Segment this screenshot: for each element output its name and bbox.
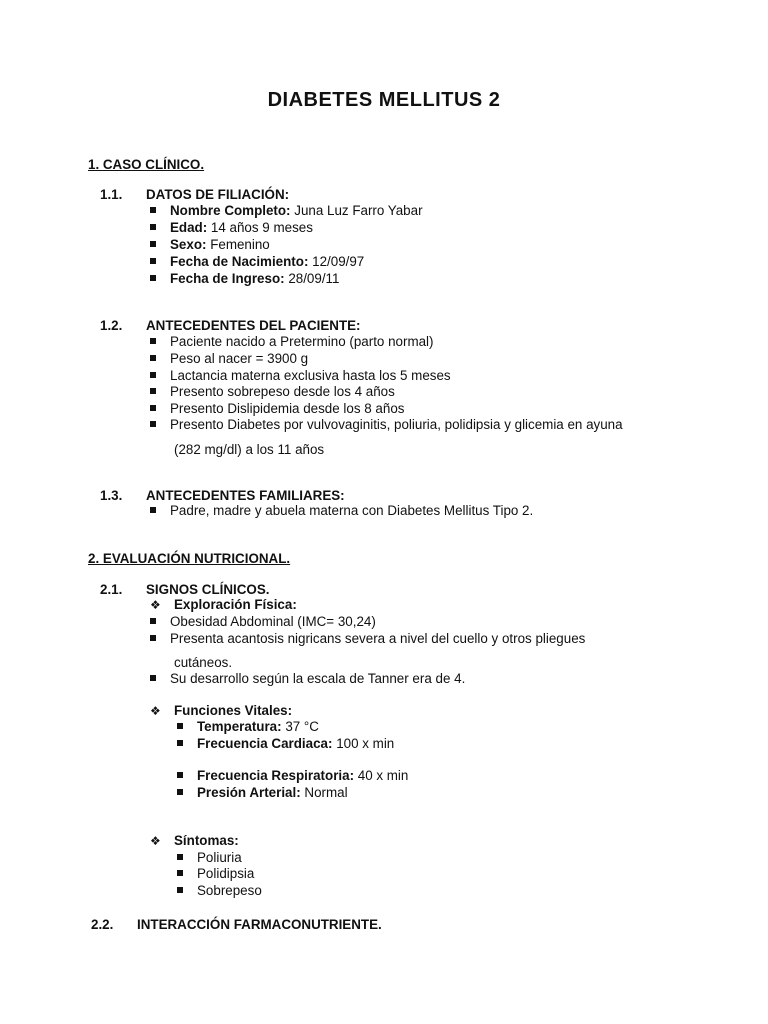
document-title: DIABETES MELLITUS 2	[267, 89, 501, 111]
square-bullet-icon	[150, 224, 156, 230]
list-item: Fecha de Ingreso: 28/09/11	[150, 271, 339, 286]
square-bullet-icon	[177, 870, 183, 876]
square-bullet-icon	[177, 854, 183, 860]
subsection-number: 2.1.	[100, 582, 123, 597]
subsection-title: ANTECEDENTES DEL PACIENTE:	[146, 318, 361, 333]
section-1-heading: 1. CASO CLÍNICO.	[88, 157, 205, 172]
diamond-bullet-icon: ❖	[150, 598, 161, 612]
square-bullet-icon	[150, 618, 156, 624]
list-item: Sobrepeso	[177, 883, 262, 898]
list-item-continuation: cutáneos.	[174, 655, 233, 670]
list-item: Nombre Completo: Juna Luz Farro Yabar	[150, 203, 423, 218]
square-bullet-icon	[150, 388, 156, 394]
subsection-2-1-heading	[100, 582, 270, 597]
list-item: Presento Diabetes por vulvovaginitis, poliuria, polidipsia y glicemia en ayuna	[150, 417, 623, 432]
list-item: Sexo: Femenino	[150, 237, 270, 252]
list-item: Lactancia materna exclusiva hasta los 5 meses	[150, 368, 451, 383]
square-bullet-icon	[150, 675, 156, 681]
exploracion-heading: ❖ Exploración Física:	[150, 597, 297, 612]
list-item: Paciente nacido a Pretermino (parto normal)	[150, 334, 433, 349]
sintomas-heading: ❖ Síntomas:	[150, 833, 239, 848]
square-bullet-icon	[150, 207, 156, 213]
square-bullet-icon	[150, 241, 156, 247]
subsection-title: ANTECEDENTES FAMILIARES:	[146, 488, 345, 503]
square-bullet-icon	[150, 405, 156, 411]
list-item: Peso al nacer = 3900 g	[150, 351, 308, 366]
square-bullet-icon	[177, 789, 183, 795]
square-bullet-icon	[150, 372, 156, 378]
subsection-title: INTERACCIÓN FARMACONUTRIENTE.	[137, 917, 382, 932]
list-item: Obesidad Abdominal (IMC= 30,24)	[150, 614, 376, 629]
square-bullet-icon	[150, 275, 156, 281]
subsection-1-3-heading	[100, 488, 345, 503]
square-bullet-icon	[150, 258, 156, 264]
square-bullet-icon	[177, 887, 183, 893]
list-item: Poliuria	[177, 850, 242, 865]
list-item: Polidipsia	[177, 866, 254, 881]
diamond-bullet-icon: ❖	[150, 704, 161, 718]
list-item: Padre, madre y abuela materna con Diabetes Mellitus Tipo 2.	[150, 503, 533, 518]
square-bullet-icon	[177, 723, 183, 729]
subsection-title: DATOS DE FILIACIÓN:	[146, 187, 290, 202]
subsection-1-1-heading	[100, 187, 289, 202]
funciones-vitales-heading: ❖ Funciones Vitales:	[150, 703, 293, 718]
square-bullet-icon	[150, 635, 156, 641]
list-item: Fecha de Nacimiento: 12/09/97	[150, 254, 364, 269]
subsection-title: SIGNOS CLÍNICOS.	[146, 582, 270, 597]
diamond-bullet-icon: ❖	[150, 834, 161, 848]
square-bullet-icon	[150, 338, 156, 344]
subsection-2-2-heading	[91, 917, 382, 932]
square-bullet-icon	[177, 772, 183, 778]
square-bullet-icon	[177, 740, 183, 746]
subsection-number: 2.2.	[91, 917, 114, 932]
section-2-heading: 2. EVALUACIÓN NUTRICIONAL.	[88, 551, 291, 566]
square-bullet-icon	[150, 421, 156, 427]
subsection-1-2-heading	[100, 318, 361, 333]
subsection-number: 1.2.	[100, 318, 123, 333]
list-item: Frecuencia Cardiaca: 100 x min	[177, 736, 394, 751]
list-item: Presenta acantosis nigricans severa a nivel del cuello y otros pliegues	[150, 631, 585, 646]
list-item: Su desarrollo según la escala de Tanner era de 4.	[150, 671, 465, 686]
subsection-number: 1.3.	[100, 488, 123, 503]
list-item: Presión Arterial: Normal	[177, 785, 348, 800]
list-item-continuation: (282 mg/dl) a los 11 años	[174, 442, 325, 457]
list-item: Presento sobrepeso desde los 4 años	[150, 384, 395, 399]
subsection-number: 1.1.	[100, 187, 123, 202]
square-bullet-icon	[150, 355, 156, 361]
list-item: Edad: 14 años 9 meses	[150, 220, 313, 235]
list-item: Presento Dislipidemia desde los 8 años	[150, 401, 404, 416]
square-bullet-icon	[150, 507, 156, 513]
list-item: Temperatura: 37 °C	[177, 719, 319, 734]
list-item: Frecuencia Respiratoria: 40 x min	[177, 768, 408, 783]
